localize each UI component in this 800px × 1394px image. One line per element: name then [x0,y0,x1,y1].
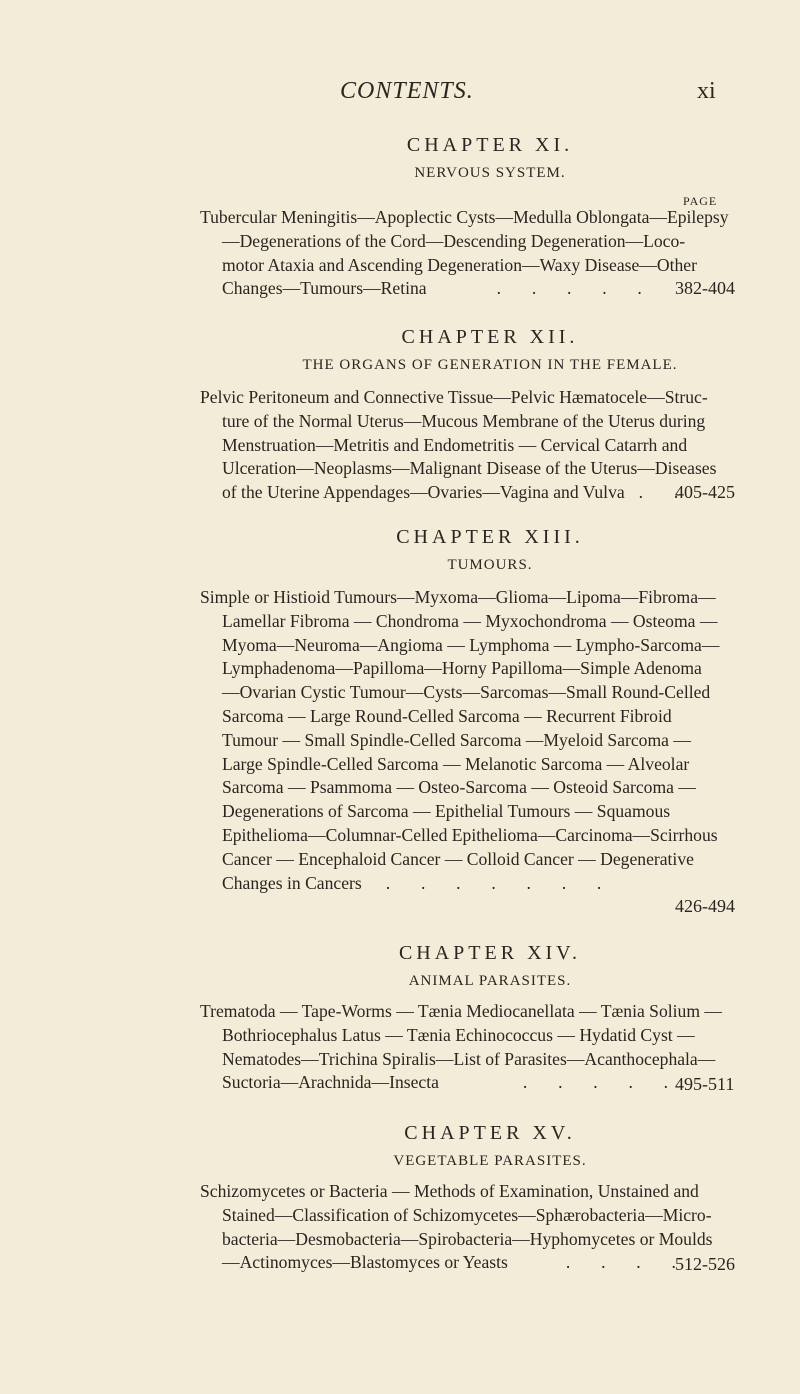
contents-line [200,1071,722,1095]
contents-line-text: —Actinomyces—Blastomyces or Yeasts [222,1252,508,1273]
contents-line-text: Suctoria—Arachnida—Insecta [222,1072,439,1093]
contents-line: Lamellar Fibroma — Chondroma — Myxochondroma — Osteoma — [222,610,718,631]
chapter-subject: NERVOUS SYSTEM. [414,165,566,181]
chapter-subject: THE ORGANS OF GENERATION IN THE FEMALE. [302,357,678,373]
chapter-xii-header [260,326,720,374]
page-column-label: PAGE [683,194,718,208]
contents-line: Tumour — Small Spindle-Celled Sarcoma —Myeloid Sarcoma — [222,729,691,750]
contents-line: —Ovarian Cystic Tumour—Cysts—Sarcomas—Small Round-Celled [222,682,711,703]
chapter-subject: VEGETABLE PARASITES. [393,1153,587,1169]
chapter-xiii-contents [200,586,719,895]
chapter-subject: ANIMAL PARASITES. [408,973,572,989]
chapter-heading: CHAPTER XI. [406,134,574,156]
chapter-xi-header [260,134,720,182]
contents-line-text: Changes in Cancers [222,872,362,893]
contents-line [200,277,729,301]
dot-leader: . . [638,482,679,503]
dot-leader: . . . . . . . [385,872,602,893]
contents-line: Stained—Classification of Schizomycetes—Sphærobacteria—Micro- [222,1204,712,1225]
chapter-heading: CHAPTER XII. [401,326,579,348]
contents-line [200,1251,713,1275]
chapter-xi-contents [200,206,729,301]
contents-line: Large Spindle-Celled Sarcoma — Melanotic Sarcoma — Alveolar [222,753,690,774]
chapter-xv-contents [200,1180,713,1275]
page-range: 405-425 [675,482,735,502]
page-range: 512-526 [675,1254,735,1274]
contents-line [200,872,719,896]
dot-leader: . . . . . [522,1072,669,1093]
contents-line: Degenerations of Sarcoma — Epithelial Tumours — Squamous [222,801,671,822]
contents-line: Bothriocephalus Latus — Tænia Echinococcus — Hydatid Cyst — [222,1024,695,1045]
page-range: 495-511 [675,1074,735,1094]
contents-line: bacteria—Desmobacteria—Spirobacteria—Hyphomycetes or Moulds [222,1228,713,1249]
contents-line: Schizomycetes or Bacteria — Methods of Examination, Unstained and [200,1181,699,1201]
contents-line: —Degenerations of the Cord—Descending Degeneration—Loco- [222,230,686,251]
contents-line: Lymphadenoma—Papilloma—Horny Papilloma—Simple Adenoma [222,658,702,679]
contents-line: Simple or Histioid Tumours—Myxoma—Glioma—Lipoma—Fibroma— [200,587,716,607]
contents-line: ture of the Normal Uterus—Mucous Membrane of the Uterus during [222,410,706,431]
contents-line: Cancer — Encephaloid Cancer — Colloid Cancer — Degenerative [222,848,694,869]
chapter-heading: CHAPTER XV. [404,1122,576,1144]
contents-line: Ulceration—Neoplasms—Malignant Disease of the Uterus—Diseases [222,458,717,479]
contents-line: Epithelioma—Columnar-Celled Epithelioma—Carcinoma—Scirrhous [222,824,718,845]
dot-leader: . . . . . [496,278,642,299]
contents-line: Trematoda — Tape-Worms — Tænia Mediocanellata — Tænia Solium — [200,1001,722,1021]
chapter-subject: TUMOURS. [447,557,533,573]
contents-line: Sarcoma — Psammoma — Osteo-Sarcoma — Osteoid Sarcoma — [222,777,696,798]
contents-line: Pelvic Peritoneum and Connective Tissue—Pelvic Hæmatocele—Struc- [200,387,708,407]
dot-leader: . . . . [565,1252,676,1273]
chapter-xiv-header [260,942,720,990]
chapter-xiii-header [260,526,720,574]
chapter-heading: CHAPTER XIV. [398,942,582,964]
chapter-xiv-contents [200,1000,722,1095]
chapter-xv-header [260,1122,720,1170]
contents-line: motor Ataxia and Ascending Degeneration—Waxy Disease—Other [222,254,697,275]
chapter-heading: CHAPTER XIII. [396,526,584,548]
contents-line-text: of the Uterine Appendages—Ovaries—Vagina and Vulva [222,482,625,503]
contents-line-text: Changes—Tumours—Retina [222,278,427,299]
contents-line: Menstruation—Metritis and Endometritis — Cervical Catarrh and [222,434,688,455]
chapter-xii-contents [200,386,716,505]
contents-line: Nematodes—Trichina Spiralis—List of Parasites—Acanthocephala— [222,1048,716,1069]
contents-line: Myoma—Neuroma—Angioma — Lymphoma — Lympho-Sarcoma— [222,634,720,655]
running-head: CONTENTS. [340,78,474,104]
contents-line: Tubercular Meningitis—Apoplectic Cysts—Medulla Oblongata—Epilepsy [200,207,729,227]
contents-line: Sarcoma — Large Round-Celled Sarcoma — Recurrent Fibroid [222,705,672,726]
page-folio: xi [697,78,716,104]
contents-line [200,481,716,505]
page-range: 382-404 [675,278,735,298]
page-range: 426-494 [675,896,735,916]
